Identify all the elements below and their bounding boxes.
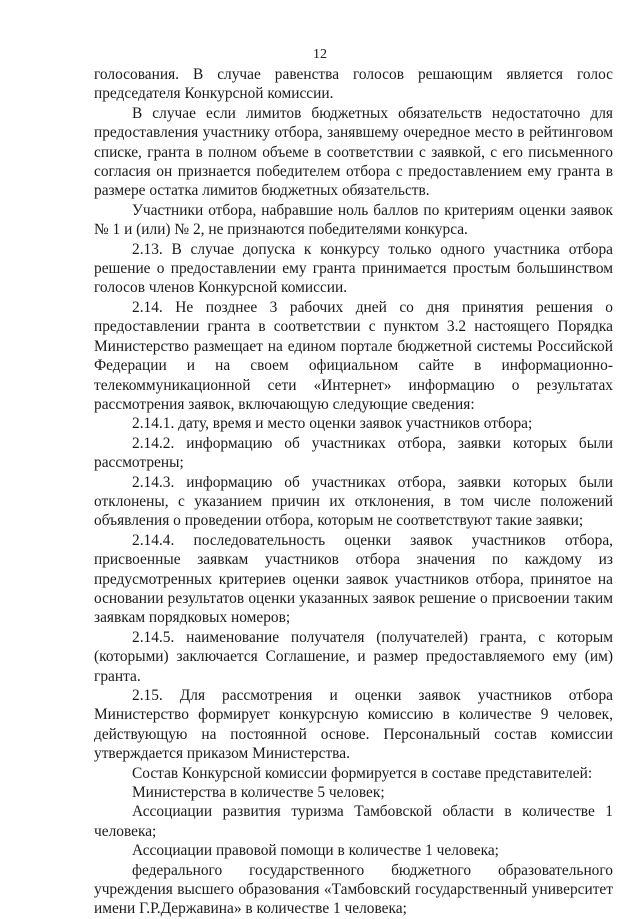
paragraph-2-14: 2.14. Не позднее 3 рабочих дней со дня принятия решения о предоставлении гранта в соответствии с пунктом 3.2 настоящего Порядка Министерство размещает на едином портале бюджетной системы Российской Федерации и на своем официальном сайте в информационно-телекоммуникационной сети «Интернет» информацию о результатах рассмотрения заявок, включающую следующие сведения: bbox=[94, 298, 613, 413]
paragraph-2-14-4: 2.14.4. последовательность оценки заявок участников отбора, присвоенные заявкам участников отбора значения по каждому из предусмотренных критериев оценки заявок участников отбора, принятое на основании результатов оценки указанных заявок решение о присвоении таким заявкам порядковых номеров; bbox=[94, 531, 613, 627]
paragraph-2-14-3: 2.14.3. информацию об участниках отбора, заявки которых были отклонены, с указанием причин их отклонения, в том числе положений объявления о проведении отбора, которым не соответствуют такие заявки; bbox=[94, 473, 613, 530]
paragraph-2-15: 2.15. Для рассмотрения и оценки заявок участников отбора Министерство формирует конкурсную комиссию в количестве 9 человек, действующую на постоянной основе. Персональный состав комиссии утверждается приказом Министерства. bbox=[94, 687, 613, 763]
paragraph-zero-points: Участники отбора, набравшие ноль баллов по критериям оценки заявок № 1 и (или) № 2, не признаются победителями конкурса. bbox=[94, 201, 613, 239]
paragraph-voting-tie: голосования. В случае равенства голосов решающим является голос председателя Конкурсной комиссии. bbox=[94, 66, 613, 103]
paragraph-legal-aid-association: Ассоциации правовой помощи в количестве 1 человека; bbox=[132, 842, 499, 860]
document-body bbox=[94, 65, 613, 919]
paragraph-2-14-2: 2.14.2. информацию об участниках отбора, заявки которых были рассмотрены; bbox=[94, 434, 613, 472]
paragraph-2-14-5: 2.14.5. наименование получателя (получателей) гранта, с которым (которыми) заключается Соглашение, и размер предоставляемого ему (им) гранта. bbox=[94, 628, 613, 685]
paragraph-tourism-association: Ассоциации развития туризма Тамбовской области в количестве 1 человека; bbox=[94, 803, 613, 840]
paragraph-insufficient-limits: В случае если лимитов бюджетных обязательств недостаточно для предоставления участнику отбора, занявшему очередное место в рейтинговом списке, гранта в полном объеме в соответствии с заявкой, с его письменного согласия он признается победителем отбора с предоставлением ему гранта в размере остатка лимитов бюджетных обязательств. bbox=[94, 104, 613, 200]
paragraph-2-13: 2.13. В случае допуска к конкурсу только одного участника отбора решение о предоставлении ему гранта принимается простым большинством голосов членов Конкурсной комиссии. bbox=[94, 240, 613, 297]
paragraph-ministry-members: Министерства в количестве 5 человек; bbox=[132, 784, 385, 802]
paragraph-university: федерального государственного бюджетного образовательного учреждения высшего образования «Тамбовский государственный университет имени Г.Р.Державина» в количестве 1 человека; bbox=[94, 861, 613, 918]
paragraph-commission-composition: Состав Конкурсной комиссии формируется в составе представителей: bbox=[132, 764, 593, 782]
page-number: 12 bbox=[313, 47, 327, 62]
paragraph-2-14-1: 2.14.1. дату, время и место оценки заявок участников отбора; bbox=[132, 415, 533, 433]
